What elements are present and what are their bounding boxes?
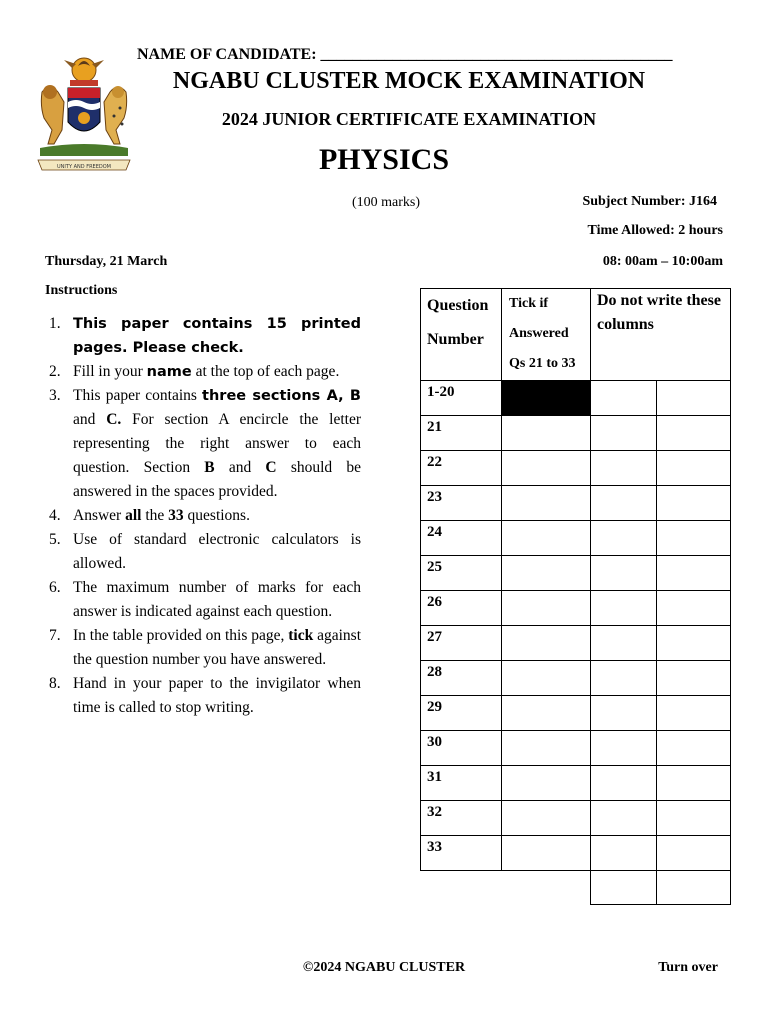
table-row-question-number: 27 [420,625,502,661]
table-row-question-number: 28 [420,660,502,696]
instruction-item: 1. This paper contains 15 printed pages. Please check. [49,315,361,356]
table-row-examiner-cell-b [656,765,731,801]
total-marks: (100 marks) [352,195,421,210]
table-row-question-number: 26 [420,590,502,626]
table-row-tick-cell[interactable] [501,800,591,836]
instruction-item: 7. In the table provided on this page, tick against the question number you have answered. [49,627,361,668]
subject-title: PHYSICS [318,143,450,176]
table-row-examiner-cell-b [656,520,731,556]
footer-turn-over: Turn over [658,960,718,975]
table-row-examiner-cell-b [656,835,731,871]
exam-date: Thursday, 21 March [45,254,168,269]
table-row-tick-cell[interactable] [501,625,591,661]
table-row-examiner-cell-b [656,485,731,521]
table-row-tick-cell[interactable] [501,660,591,696]
header-do-not-write: Do not write these columns [590,288,731,381]
table-row-examiner-cell-a [590,450,657,486]
table-row-examiner-cell-a [590,555,657,591]
candidate-name-field: NAME OF CANDIDATE: ____________________________________________ [137,46,673,63]
table-row-examiner-cell-b [656,660,731,696]
instruction-item: 6. The maximum number of marks for each answer is indicated against each question. [49,579,361,620]
instruction-item: 2. Fill in your name at the top of each page. [49,363,340,380]
table-row-examiner-cell-a [590,765,657,801]
table-row-tick-cell[interactable] [501,450,591,486]
table-row-examiner-cell-a [590,660,657,696]
table-row-question-number: 24 [420,520,502,556]
table-row-tick-cell[interactable] [501,835,591,871]
table-row-tick-cell[interactable] [501,415,591,451]
exam-time-range: 08: 00am – 10:00am [602,254,723,269]
table-row-examiner-cell-b [656,590,731,626]
table-row-examiner-cell-a [590,695,657,731]
table-row-question-number: 23 [420,485,502,521]
table-row-examiner-cell-b [656,625,731,661]
table-row-examiner-cell-b [656,730,731,766]
table-row-tick-cell[interactable] [501,555,591,591]
table-row-examiner-cell-a [590,590,657,626]
time-allowed: Time Allowed: 2 hours [587,223,723,238]
table-row-examiner-cell-b [656,555,731,591]
table-row-examiner-cell-a [590,415,657,451]
table-row-examiner-cell-b [656,380,731,416]
exam-title: NGABU CLUSTER MOCK EXAMINATION [172,68,646,94]
instruction-item: 3. This paper contains three sections A, B and C. For section A encircle the letter representing the right answer to each question. Section B and C should be answered in the spaces provided. [49,387,361,500]
instruction-item: 8. Hand in your paper to the invigilator when time is called to stop writing. [49,675,361,716]
footer-copyright: ©2024 NGABU CLUSTER [302,960,466,975]
instructions-heading: Instructions [45,283,118,298]
table-row-examiner-cell-b [656,800,731,836]
table-row-tick-cell[interactable] [501,520,591,556]
table-row-tick-cell[interactable] [501,695,591,731]
table-row-examiner-cell-a [590,485,657,521]
table-row-examiner-cell-a [590,625,657,661]
table-row-examiner-cell-b [656,695,731,731]
table-row-examiner-cell-b [656,415,731,451]
table-row-question-number: 25 [420,555,502,591]
crest-motto: UNITY AND FREEDOM [57,164,111,170]
table-row-examiner-cell-a [590,520,657,556]
table-row-question-number: 21 [420,415,502,451]
table-row-question-number: 30 [420,730,502,766]
table-total-cell-a [590,870,657,905]
instruction-item: 5. Use of standard electronic calculators is allowed. [49,531,361,572]
table-row-question-number: 22 [420,450,502,486]
table-row-question-number: 29 [420,695,502,731]
table-row-examiner-cell-a [590,380,657,416]
instruction-item: 4. Answer all the 33 questions. [49,507,250,524]
table-row-examiner-cell-a [590,835,657,871]
header-question-number: Question Number [420,288,502,381]
table-row-tick-cell[interactable] [501,765,591,801]
table-row-tick-cell [501,380,591,416]
table-total-cell-b [656,870,731,905]
table-row-examiner-cell-a [590,800,657,836]
exam-subtitle: 2024 JUNIOR CERTIFICATE EXAMINATION [221,109,597,129]
table-row-question-number: 1-20 [420,380,502,416]
subject-number: Subject Number: J164 [582,194,717,209]
table-row-question-number: 33 [420,835,502,871]
header-tick-if-answered: Tick if Answered Qs 21 to 33 [501,288,591,381]
table-row-tick-cell[interactable] [501,730,591,766]
table-row-question-number: 32 [420,800,502,836]
table-row-question-number: 31 [420,765,502,801]
table-row-tick-cell[interactable] [501,485,591,521]
table-row-examiner-cell-b [656,450,731,486]
table-row-examiner-cell-a [590,730,657,766]
instructions-list [45,312,361,720]
table-row-tick-cell[interactable] [501,590,591,626]
